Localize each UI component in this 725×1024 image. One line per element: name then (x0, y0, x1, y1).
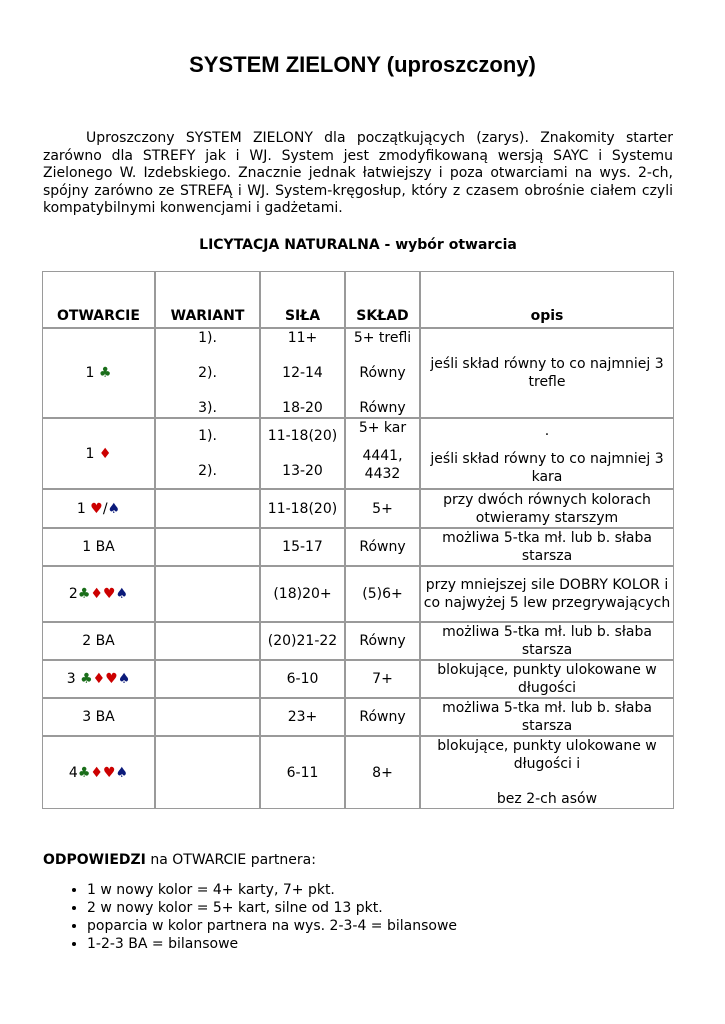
variant-cell (155, 328, 260, 418)
club-icon: ♣ (98, 365, 112, 381)
answers-heading-bold: ODPOWIEDZI (43, 852, 146, 868)
desc-cell: możliwa 5-tka mł. lub b. słaba starsza (420, 622, 674, 660)
bid-level: 1 (76, 500, 86, 517)
variant-value: 3). (198, 400, 217, 416)
header-opis: opis (420, 271, 674, 328)
variant-value: 1). (198, 330, 217, 346)
bid-level: 1 (85, 365, 95, 381)
openings-table (42, 271, 674, 809)
desc-cell: przy dwóch równych kolorach otwieramy starszym (420, 489, 674, 528)
bid-level: 4 (68, 764, 78, 781)
spade-icon: ♠ (117, 671, 131, 687)
desc-text: blokujące, punkty ulokowane w długości i (437, 738, 657, 772)
desc-cell: jeśli skład równy to co najmniej 3 trefle (420, 328, 674, 418)
desc-cell: blokujące, punkty ulokowane w długości (420, 660, 674, 698)
shape-cell: Równy (345, 622, 420, 660)
bid-level: 1 (85, 445, 95, 462)
shape-cell: 7+ (345, 660, 420, 698)
club-icon: ♣ (77, 764, 91, 781)
variant-cell (155, 566, 260, 622)
shape-value: Równy (359, 365, 406, 381)
table-row (42, 698, 674, 736)
desc-text: jeśli skład równy to co najmniej 3 kara (430, 450, 664, 485)
heart-icon: ♥ (105, 671, 118, 687)
answers-heading-rest: na OTWARCIE partnera: (145, 852, 316, 868)
list-item: • 1 w nowy kolor = 4+ karty, 7+ pkt. (87, 881, 647, 899)
list-item: • 1-2-3 BA = bilansowe (87, 935, 647, 953)
bid-cell (42, 418, 155, 489)
strength-cell: 6-11 (260, 736, 345, 809)
table-row (42, 566, 674, 622)
strength-cell: 15-17 (260, 528, 345, 566)
variant-cell (155, 660, 260, 698)
shape-value: 4441, 4432 (362, 448, 403, 482)
bid-cell: 2 BA (42, 622, 155, 660)
answers-heading (43, 852, 316, 868)
bid-level: 2 (68, 586, 78, 602)
header-otwarcie: OTWARCIE (42, 271, 155, 328)
header-sklad: SKŁAD (345, 271, 420, 328)
variant-value: 2). (198, 365, 217, 381)
header-wariant: WARIANT (155, 271, 260, 328)
variant-cell (155, 418, 260, 489)
bid-cell: 1 BA (42, 528, 155, 566)
strength-cell: (20)21-22 (260, 622, 345, 660)
answers-list (42, 881, 647, 953)
club-icon: ♣ (77, 586, 91, 602)
diamond-icon: ♦ (90, 764, 103, 781)
bid-cell: 3 BA (42, 698, 155, 736)
strength-value: 13-20 (282, 463, 323, 479)
table-header-row (42, 271, 674, 328)
desc-cell (420, 736, 674, 809)
desc-text: bez 2-ch asów (496, 791, 598, 807)
shape-cell: Równy (345, 698, 420, 736)
variant-cell (155, 698, 260, 736)
variant-value: 2). (198, 463, 217, 479)
desc-cell (420, 418, 674, 489)
table-row (42, 528, 674, 566)
table-row (42, 489, 674, 528)
diamond-icon: ♦ (98, 445, 112, 462)
diamond-icon: ♦ (92, 671, 106, 687)
heart-icon: ♥ (102, 586, 116, 602)
shape-cell: Równy (345, 528, 420, 566)
table-row (42, 660, 674, 698)
desc-cell: przy mniejszej sile DOBRY KOLOR i co najwyżej 5 lew przegrywających (420, 566, 674, 622)
strength-value: 18-20 (282, 400, 323, 416)
variant-cell (155, 622, 260, 660)
strength-cell (260, 328, 345, 418)
page-title: SYSTEM ZIELONY (uproszczony) (189, 52, 536, 77)
strength-cell: 23+ (260, 698, 345, 736)
table-row (42, 622, 674, 660)
list-item: • poparcia w kolor partnera na wys. 2-3-4 = bilansowe (87, 917, 647, 935)
table-row (42, 418, 674, 489)
bid-cell (42, 566, 155, 622)
variant-cell (155, 736, 260, 809)
bid-level: 3 (66, 671, 76, 687)
suit-separator: / (102, 500, 108, 517)
shape-value: 5+ trefli (353, 330, 412, 346)
spade-icon: ♠ (115, 764, 129, 781)
variant-cell (155, 528, 260, 566)
desc-cell: możliwa 5-tka mł. lub b. słaba starsza (420, 528, 674, 566)
strength-cell: 11-18(20) (260, 489, 345, 528)
list-item: • 2 w nowy kolor = 5+ kart, silne od 13 pkt. (87, 899, 647, 917)
spade-icon: ♠ (107, 500, 121, 517)
table-row (42, 736, 674, 809)
intro-paragraph: Uproszczony SYSTEM ZIELONY dla początkujących (zarys). Znakomity starter zarówno dla STREFY jak i WJ. System jest zmodyfikowaną wersją SAYC i Systemu Zielonego W. Izdebskiego. Znacznie jednak łatwiejszy i poza otwarciami na wys. 2-ch, spójny zarówno ze STREFĄ i WJ. System-kręgosłup, który z czasem obrośnie ciałem czyli kompatybilnymi konwencjami i gadżetami. (43, 130, 673, 217)
shape-cell: (5)6+ (345, 566, 420, 622)
bid-cell (42, 489, 155, 528)
shape-cell: 8+ (345, 736, 420, 809)
table-row (42, 328, 674, 418)
diamond-icon: ♦ (90, 586, 103, 602)
spade-icon: ♠ (115, 586, 129, 602)
shape-value: 5+ kar (358, 420, 407, 436)
club-icon: ♣ (80, 671, 93, 687)
strength-value: 11+ (287, 330, 318, 346)
heart-icon: ♥ (102, 764, 116, 781)
shape-cell (345, 328, 420, 418)
shape-cell: 5+ (345, 489, 420, 528)
shape-value: Równy (359, 400, 406, 416)
desc-dot: . (544, 422, 550, 439)
desc-cell: możliwa 5-tka mł. lub b. słaba starsza (420, 698, 674, 736)
heart-icon: ♥ (90, 500, 103, 517)
strength-cell (260, 418, 345, 489)
bid-cell (42, 736, 155, 809)
shape-cell (345, 418, 420, 489)
strength-value: 12-14 (282, 365, 323, 381)
strength-cell: (18)20+ (260, 566, 345, 622)
variant-cell (155, 489, 260, 528)
variant-value: 1). (198, 428, 217, 444)
strength-value: 11-18(20) (267, 428, 338, 444)
section-heading: LICYTACJA NATURALNA - wybór otwarcia (199, 237, 517, 253)
header-sila: SIŁA (260, 271, 345, 328)
strength-cell: 6-10 (260, 660, 345, 698)
bid-cell (42, 328, 155, 418)
bid-cell (42, 660, 155, 698)
